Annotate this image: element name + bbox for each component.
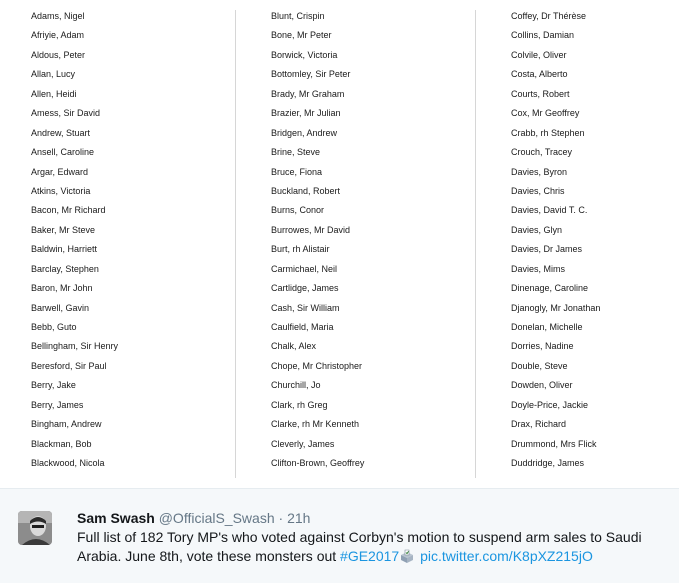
mp-name: Davies, Dr James <box>511 244 583 255</box>
mp-name: Burrowes, Mr David <box>271 224 351 235</box>
mp-name: Amess, Sir David <box>31 108 101 119</box>
mp-name: Dorries, Nadine <box>511 341 574 352</box>
mp-name: Clark, rh Greg <box>271 399 328 410</box>
mp-name: Crouch, Tracey <box>511 147 573 158</box>
mp-name: Blunt, Crispin <box>271 11 325 21</box>
mp-name: Bruce, Fiona <box>271 166 323 177</box>
mp-name: Colvile, Oliver <box>511 49 567 60</box>
mp-name: Cox, Mr Geoffrey <box>511 108 580 119</box>
mp-name: Allan, Lucy <box>31 69 76 80</box>
display-name[interactable]: Sam Swash <box>77 510 155 526</box>
mp-name: Djanogly, Mr Jonathan <box>511 302 601 313</box>
mp-name: Berry, Jake <box>31 380 76 391</box>
user-handle[interactable]: @OfficialS_Swash <box>158 510 275 526</box>
mp-name: Clarke, rh Mr Kenneth <box>271 419 360 430</box>
mp-name: Drummond, Mrs Flick <box>511 438 597 449</box>
tweet-text-body: Full list of 182 Tory MP's who voted against Corbyn's motion to suspend arm sales to Saudi Arabia. June 8th, vote these monsters out <box>77 529 642 564</box>
mp-name: Churchill, Jo <box>271 380 321 391</box>
mp-name: Barwell, Gavin <box>31 302 90 313</box>
tweet-content <box>77 509 667 566</box>
mp-name: Blackwood, Nicola <box>31 458 105 469</box>
mp-name: Baker, Mr Steve <box>31 224 96 235</box>
mp-name: Aldous, Peter <box>31 49 86 60</box>
column-divider <box>235 10 236 478</box>
mp-name: Chope, Mr Christopher <box>271 360 363 371</box>
mp-name: Ansell, Caroline <box>31 147 95 158</box>
mp-name: Atkins, Victoria <box>31 185 91 196</box>
mp-name: Argar, Edward <box>31 166 89 177</box>
mp-name: Davies, Byron <box>511 166 568 177</box>
mp-name: Bone, Mr Peter <box>271 30 332 41</box>
mp-name: Chalk, Alex <box>271 341 317 352</box>
pic-link[interactable]: pic.twitter.com/K8pXZ215jO <box>420 548 593 564</box>
mp-name: Baron, Mr John <box>31 283 93 294</box>
mp-name: Collins, Damian <box>511 30 575 41</box>
mp-name: Beresford, Sir Paul <box>31 360 107 371</box>
mp-name: Baldwin, Harriett <box>31 244 98 255</box>
mp-name: Costa, Alberto <box>511 69 568 80</box>
mp-name: Buckland, Robert <box>271 185 341 196</box>
mp-name: Davies, Glyn <box>511 224 563 235</box>
mp-name: Double, Steve <box>511 360 568 371</box>
mp-name: Dowden, Oliver <box>511 380 573 391</box>
mp-name: Afriyie, Adam <box>31 30 85 41</box>
mp-name: Bridgen, Andrew <box>271 127 338 138</box>
mp-name: Blackman, Bob <box>31 438 92 449</box>
mp-name: Davies, Chris <box>511 185 565 196</box>
mp-name: Bacon, Mr Richard <box>31 205 106 216</box>
mp-name: Dinenage, Caroline <box>511 283 589 294</box>
mp-name: Brady, Mr Graham <box>271 88 345 99</box>
mp-name: Bellingham, Sir Henry <box>31 341 119 352</box>
tweet-header <box>77 509 667 527</box>
mp-name: Carmichael, Neil <box>271 263 338 274</box>
ballot-box-icon <box>400 549 414 563</box>
mp-name: Andrew, Stuart <box>31 127 91 138</box>
mp-name: Davies, David T. C. <box>511 205 588 216</box>
tweet-timestamp[interactable]: 21h <box>287 510 311 526</box>
avatar[interactable] <box>18 511 52 545</box>
mp-name: Crabb, rh Stephen <box>511 127 585 138</box>
mp-name: Coffey, Dr Thérèse <box>511 11 587 21</box>
mp-name: Cartlidge, James <box>271 283 339 294</box>
mp-name: Allen, Heidi <box>31 88 77 99</box>
mp-name: Cleverly, James <box>271 438 335 449</box>
mp-column-2 <box>271 7 364 474</box>
mp-name: Donelan, Michelle <box>511 322 583 332</box>
separator-dot: · <box>278 510 284 526</box>
mp-name: Drax, Richard <box>511 419 567 430</box>
mp-name: Bebb, Guto <box>31 322 77 332</box>
mp-name: Doyle-Price, Jackie <box>511 399 589 410</box>
mp-name: Cash, Sir William <box>271 302 340 313</box>
mp-name: Brazier, Mr Julian <box>271 108 341 119</box>
mp-column-1 <box>31 7 118 474</box>
tweet-text <box>77 528 667 566</box>
mp-name: Duddridge, James <box>511 458 585 469</box>
mp-name: Brine, Steve <box>271 147 321 158</box>
mp-name: Burt, rh Alistair <box>271 244 330 255</box>
mp-name: Berry, James <box>31 399 84 410</box>
mp-name: Bottomley, Sir Peter <box>271 69 351 80</box>
tweet[interactable] <box>0 488 679 583</box>
mp-name: Borwick, Victoria <box>271 49 338 60</box>
mp-name: Courts, Robert <box>511 88 570 99</box>
column-divider <box>475 10 476 478</box>
mp-name: Barclay, Stephen <box>31 263 99 274</box>
mp-name: Adams, Nigel <box>31 11 85 21</box>
hashtag-link[interactable]: #GE2017 <box>340 548 400 564</box>
mp-name: Davies, Mims <box>511 263 566 274</box>
mp-name: Clifton-Brown, Geoffrey <box>271 458 365 469</box>
mp-name: Burns, Conor <box>271 205 325 216</box>
mp-name: Caulfield, Maria <box>271 322 334 332</box>
mp-column-3 <box>511 7 600 474</box>
mp-name: Bingham, Andrew <box>31 419 102 430</box>
